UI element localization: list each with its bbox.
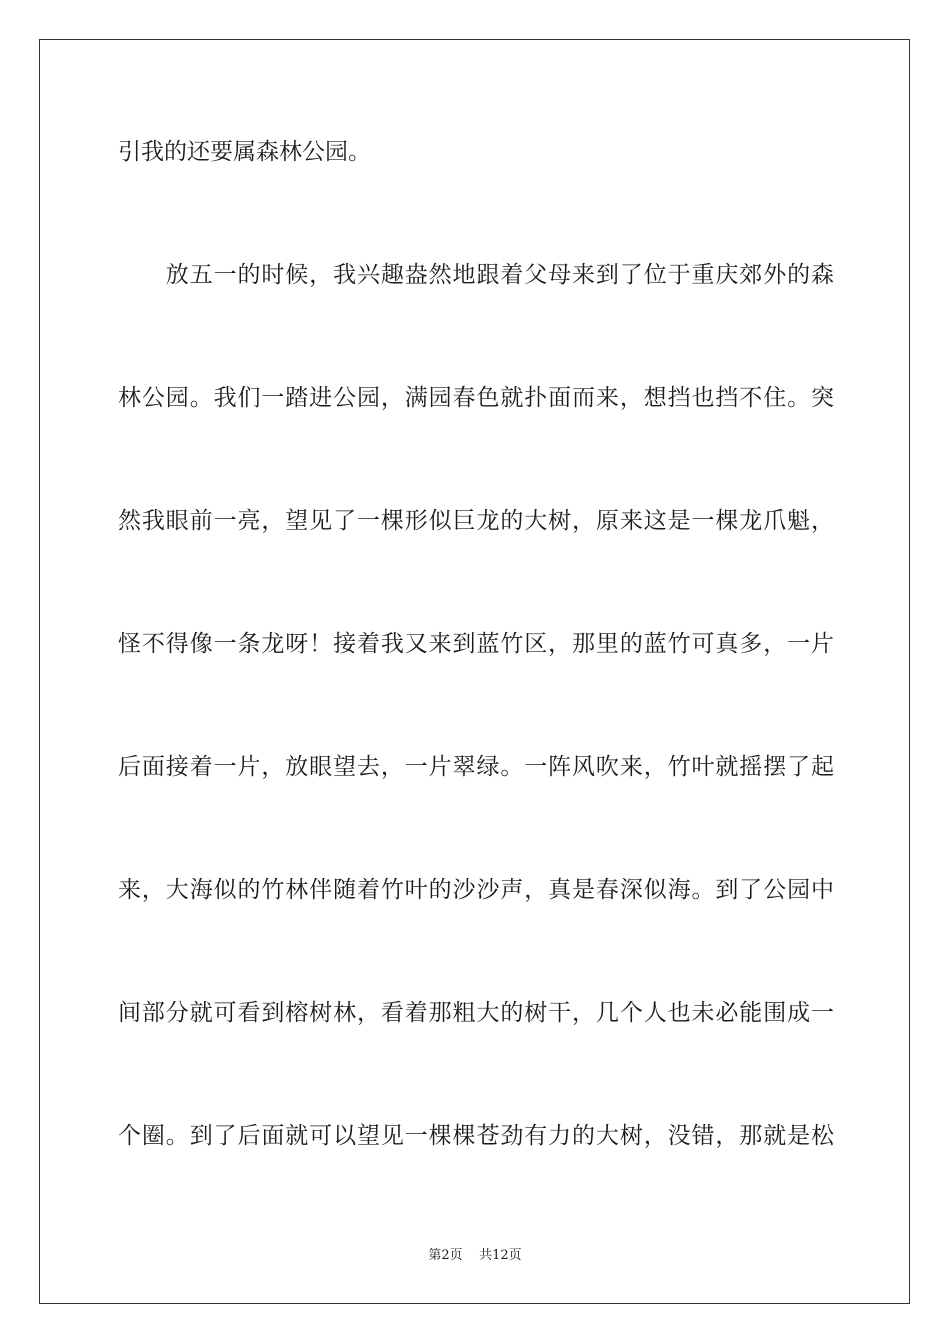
text-line-2: 放五一的时候，我兴趣盎然地跟着父母来到了位于重庆郊外的森 bbox=[118, 262, 834, 288]
text-line-5: 怪不得像一条龙呀！接着我又来到蓝竹区，那里的蓝竹可真多，一片 bbox=[118, 631, 834, 657]
page-total: 共12页 bbox=[479, 1248, 522, 1263]
page-number: 第2页 bbox=[428, 1248, 463, 1263]
text-line-8: 间部分就可看到榕树林，看着那粗大的树干，几个人也未必能围成一 bbox=[118, 1000, 834, 1026]
page-footer bbox=[0, 1247, 950, 1265]
text-line-7: 来，大海似的竹林伴随着竹叶的沙沙声，真是春深似海。到了公园中 bbox=[118, 877, 834, 903]
text-line-9: 个圈。到了后面就可以望见一棵棵苍劲有力的大树，没错，那就是松 bbox=[118, 1123, 834, 1149]
text-line-1: 引我的还要属森林公园。 bbox=[118, 139, 371, 165]
text-line-4: 然我眼前一亮，望见了一棵形似巨龙的大树，原来这是一棵龙爪魁， bbox=[118, 508, 834, 534]
text-line-3: 林公园。我们一踏进公园，满园春色就扑面而来，想挡也挡不住。突 bbox=[118, 385, 834, 411]
page-border bbox=[39, 39, 910, 1304]
text-line-6: 后面接着一片，放眼望去，一片翠绿。一阵风吹来，竹叶就摇摆了起 bbox=[118, 754, 834, 780]
